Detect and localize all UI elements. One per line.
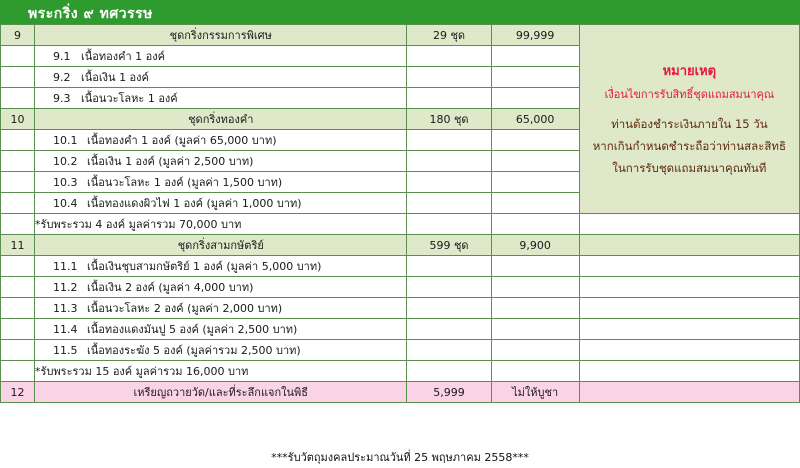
row-number xyxy=(1,214,35,235)
row-price xyxy=(491,172,579,193)
item-text: เนื้อเงินชุบสามกษัตริย์ 1 องค์ (มูลค่า 5,000 บาท) xyxy=(87,260,322,273)
item-number: 11.3 xyxy=(53,301,78,315)
row-description xyxy=(35,340,407,361)
row-price xyxy=(491,256,579,277)
row-description xyxy=(35,46,407,67)
note-line-3: ในการรับชุดแถมสมนาคุณทันที xyxy=(612,160,767,175)
row-price xyxy=(491,277,579,298)
row-quantity: 180 ชุด xyxy=(407,109,491,130)
row-description xyxy=(35,130,407,151)
item-number: 9.2 xyxy=(53,70,71,84)
note-spacer xyxy=(579,319,799,340)
row-quantity xyxy=(407,193,491,214)
item-number: 9.1 xyxy=(53,49,71,63)
row-price xyxy=(491,88,579,109)
row-number xyxy=(1,130,35,151)
row-price xyxy=(491,340,579,361)
note-spacer xyxy=(579,277,799,298)
row-number: 11 xyxy=(1,235,35,256)
row-price xyxy=(491,298,579,319)
table-row xyxy=(1,277,800,298)
row-number xyxy=(1,361,35,382)
item-text: เนื้อเงิน 2 องค์ (มูลค่า 4,000 บาท) xyxy=(87,281,254,294)
row-price: 9,900 xyxy=(491,235,579,256)
row-number xyxy=(1,88,35,109)
header-bar xyxy=(0,0,800,25)
note-spacer xyxy=(579,256,799,277)
note-spacer xyxy=(579,340,799,361)
row-price: ไม่ให้บูชา xyxy=(491,382,579,403)
note-spacer xyxy=(579,361,799,382)
item-number: 11.4 xyxy=(53,322,78,336)
item-number: 10.2 xyxy=(53,154,78,168)
table-row xyxy=(1,235,800,256)
row-number xyxy=(1,319,35,340)
table-row xyxy=(1,214,800,235)
row-number: 9 xyxy=(1,25,35,46)
row-quantity xyxy=(407,277,491,298)
row-number xyxy=(1,172,35,193)
table-row xyxy=(1,298,800,319)
note-subtitle: เงื่อนไขการรับสิทธิ์ชุดแถมสมนาคุณ xyxy=(604,87,775,101)
table-row xyxy=(1,361,800,382)
note-spacer xyxy=(579,235,799,256)
note-spacer xyxy=(579,382,799,403)
row-description xyxy=(35,256,407,277)
row-quantity xyxy=(407,340,491,361)
row-price: 99,999 xyxy=(491,25,579,46)
note-line-2: หากเกินกำหนดชำระถือว่าท่านสละสิทธิ xyxy=(592,138,786,153)
row-number xyxy=(1,298,35,319)
table-row xyxy=(1,382,800,403)
row-price xyxy=(491,214,579,235)
note-line-1: ท่านต้องชำระเงินภายใน 15 วัน xyxy=(611,116,768,131)
item-text: เนื้อทองคำ 1 องค์ (มูลค่า 65,000 บาท) xyxy=(87,134,277,147)
row-number xyxy=(1,193,35,214)
row-description xyxy=(35,172,407,193)
row-number: 12 xyxy=(1,382,35,403)
item-text: เนื้อทองแดงผิวไฟ 1 องค์ (มูลค่า 1,000 บาท) xyxy=(87,197,302,210)
item-text: เนื้อทองระฆัง 5 องค์ (มูลค่ารวม 2,500 บาท) xyxy=(87,344,301,357)
row-quantity xyxy=(407,319,491,340)
item-text: เนื้อนวะโลหะ 1 องค์ xyxy=(81,92,178,105)
row-description: ชุดกริ่งสามกษัตริย์ xyxy=(35,235,407,256)
subtotal-text: *รับพระรวม 4 องค์ มูลค่ารวม 70,000 บาท xyxy=(35,214,407,235)
item-text: เนื้อทองคำ 1 องค์ xyxy=(81,50,166,63)
row-price xyxy=(491,361,579,382)
row-quantity xyxy=(407,361,491,382)
row-number xyxy=(1,340,35,361)
item-number: 11.2 xyxy=(53,280,78,294)
row-quantity xyxy=(407,46,491,67)
row-quantity xyxy=(407,88,491,109)
subtotal-text: *รับพระรวม 15 องค์ มูลค่ารวม 16,000 บาท xyxy=(35,361,407,382)
row-quantity: 29 ชุด xyxy=(407,25,491,46)
row-quantity: 5,999 xyxy=(407,382,491,403)
row-price xyxy=(491,67,579,88)
row-description xyxy=(35,193,407,214)
row-quantity xyxy=(407,67,491,88)
item-text: เนื้อนวะโลหะ 1 องค์ (มูลค่า 1,500 บาท) xyxy=(87,176,283,189)
note-spacer xyxy=(579,298,799,319)
row-quantity xyxy=(407,172,491,193)
note-spacer xyxy=(579,214,799,235)
row-number xyxy=(1,256,35,277)
note-panel xyxy=(579,25,799,214)
row-description: ชุดกริ่งกรรมการพิเศษ xyxy=(35,25,407,46)
item-number: 10.4 xyxy=(53,196,78,210)
row-description xyxy=(35,277,407,298)
item-number: 10.1 xyxy=(53,133,78,147)
item-number: 11.1 xyxy=(53,259,78,273)
item-number: 10.3 xyxy=(53,175,78,189)
item-text: เนื้อเงิน 1 องค์ (มูลค่า 2,500 บาท) xyxy=(87,155,254,168)
footer-note: ***รับวัตถุมงคลประมาณวันที่ 25 พฤษภาคม 2558*** xyxy=(271,451,529,464)
row-price: 65,000 xyxy=(491,109,579,130)
table-row xyxy=(1,340,800,361)
row-number: 10 xyxy=(1,109,35,130)
row-quantity xyxy=(407,130,491,151)
row-quantity xyxy=(407,256,491,277)
table-row xyxy=(1,256,800,277)
row-price xyxy=(491,151,579,172)
row-description: ชุดกริ่งทองคำ xyxy=(35,109,407,130)
item-text: เนื้อทองแดงมันปู 5 องค์ (มูลค่า 2,500 บาท) xyxy=(87,323,298,336)
row-number xyxy=(1,151,35,172)
row-price xyxy=(491,319,579,340)
table-row xyxy=(1,319,800,340)
row-description xyxy=(35,298,407,319)
item-text: เนื้อเงิน 1 องค์ xyxy=(81,71,149,84)
item-text: เนื้อนวะโลหะ 2 องค์ (มูลค่า 2,000 บาท) xyxy=(87,302,283,315)
item-number: 9.3 xyxy=(53,91,71,105)
row-quantity xyxy=(407,151,491,172)
row-description xyxy=(35,67,407,88)
row-price xyxy=(491,193,579,214)
note-title: หมายเหตุ xyxy=(662,63,717,79)
row-quantity xyxy=(407,298,491,319)
row-quantity: 599 ชุด xyxy=(407,235,491,256)
page-title: พระกริ่ง ๙ ทศวรรษ xyxy=(28,6,153,22)
row-price xyxy=(491,46,579,67)
row-number xyxy=(1,67,35,88)
row-description xyxy=(35,88,407,109)
row-quantity xyxy=(407,214,491,235)
item-number: 11.5 xyxy=(53,343,78,357)
price-table xyxy=(0,24,800,403)
row-number xyxy=(1,46,35,67)
row-description xyxy=(35,319,407,340)
row-description xyxy=(35,151,407,172)
table-row xyxy=(1,25,800,46)
row-price xyxy=(491,130,579,151)
row-description: เหรียญถวายวัด/และที่ระลึกแจกในพิธี xyxy=(35,382,407,403)
row-number xyxy=(1,277,35,298)
